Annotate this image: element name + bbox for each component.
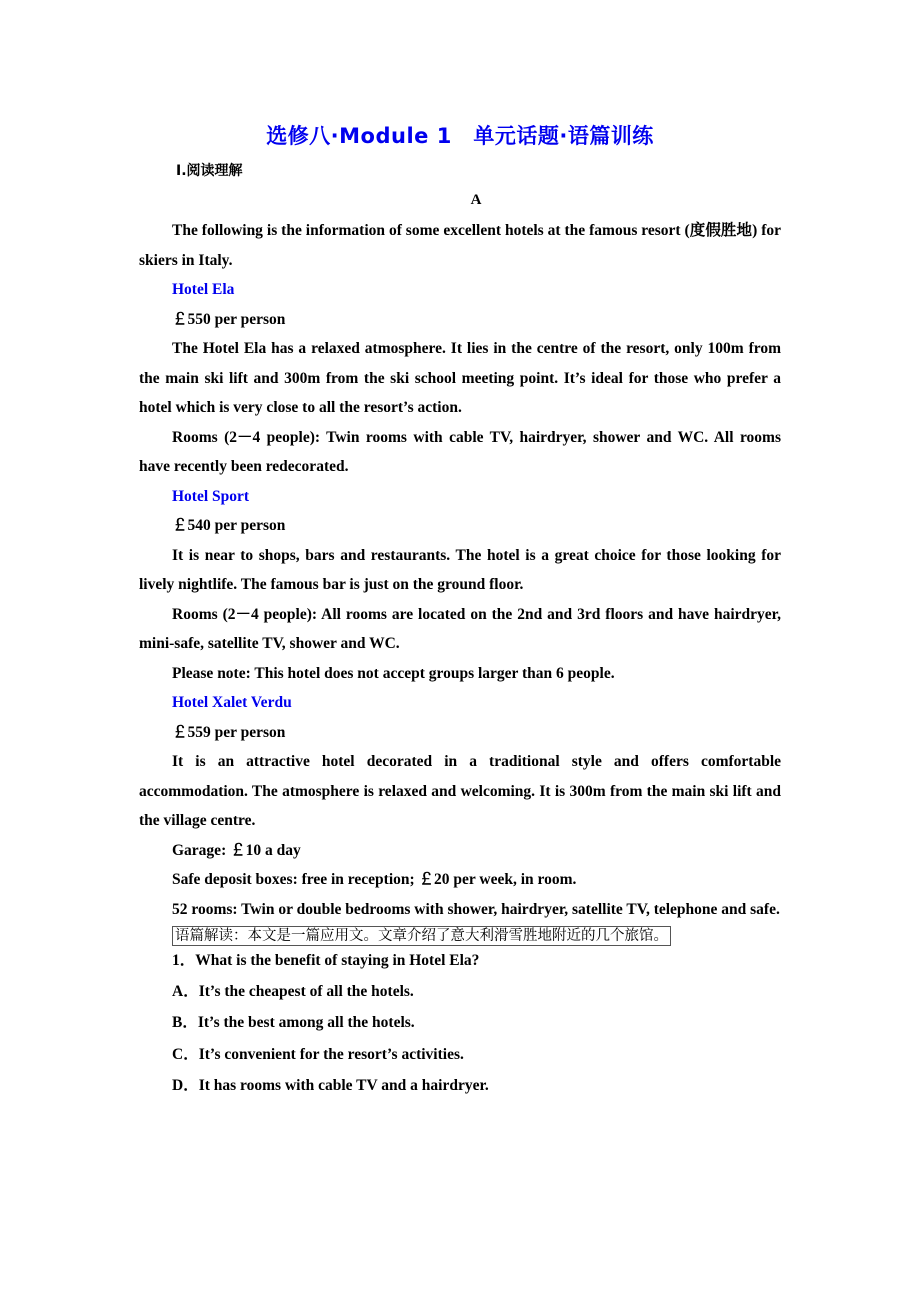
hotel-price: ￡559 per person [172,723,286,741]
hotel-paragraph: It is near to shops, bars and restaurants. The hotel is a great choice for those looking for lively nightlife. The famous bar is just on the ground floor. [139,546,781,593]
answer-option-c: C．It’s convenient for the resort’s activities. [172,1045,464,1063]
page-title: 选修八·Module 1 单元话题·语篇训练 [266,124,654,148]
hotel-price: ￡550 per person [172,310,286,328]
hotel-name: Hotel Xalet Verdu [172,694,292,711]
question-stem: 1．What is the benefit of staying in Hotel Ela? [172,952,480,969]
hotel-paragraph: 52 rooms: Twin or double bedrooms with shower, hairdryer, satellite TV, telephone and safe. [172,900,780,918]
hotel-name: Hotel Ela [172,281,235,298]
hotel-paragraph: Safe deposit boxes: free in reception; ￡20 per week, in room. [172,871,577,888]
answer-option-b: B．It’s the best among all the hotels. [172,1014,415,1031]
hotel-paragraph: Please note: This hotel does not accept groups larger than 6 people. [172,664,615,682]
intro-paragraph: The following is the information of some excellent hotels at the famous resort (度假胜地) for skiers in Italy. [139,222,781,269]
passage-letter: A [470,192,482,208]
analysis-note: 语篇解读：本文是一篇应用文。文章介绍了意大利滑雪胜地附近的几个旅馆。 [172,926,671,946]
hotel-paragraph: Garage: ￡10 a day [172,841,301,859]
answer-option-d: D．It has rooms with cable TV and a hairdryer. [172,1077,489,1094]
section-label: Ⅰ.阅读理解 [176,163,243,179]
hotel-paragraph: It is an attractive hotel decorated in a traditional style and offers comfortable accommodation. The atmosphere is relaxed and welcoming. It is 300m from the main ski lift and the village centre. [139,753,781,829]
answer-option-a: A．It’s the cheapest of all the hotels. [172,982,414,1000]
hotel-paragraph: The Hotel Ela has a relaxed atmosphere. It lies in the centre of the resort, only 100m from the main ski lift and 300m from the ski school meeting point. It’s ideal for those who prefer a hotel which is very close to all the resort’s action. [139,340,781,416]
hotel-paragraph: Rooms (2－4 people): Twin rooms with cable TV, hairdryer, shower and WC. All rooms have recently been redecorated. [139,428,781,475]
hotel-name: Hotel Sport [172,487,250,505]
hotel-price: ￡540 per person [172,517,286,534]
passage-body [139,216,781,1102]
hotel-paragraph: Rooms (2－4 people): All rooms are located on the 2nd and 3rd floors and have hairdryer, mini-safe, satellite TV, shower and WC. [139,605,781,652]
